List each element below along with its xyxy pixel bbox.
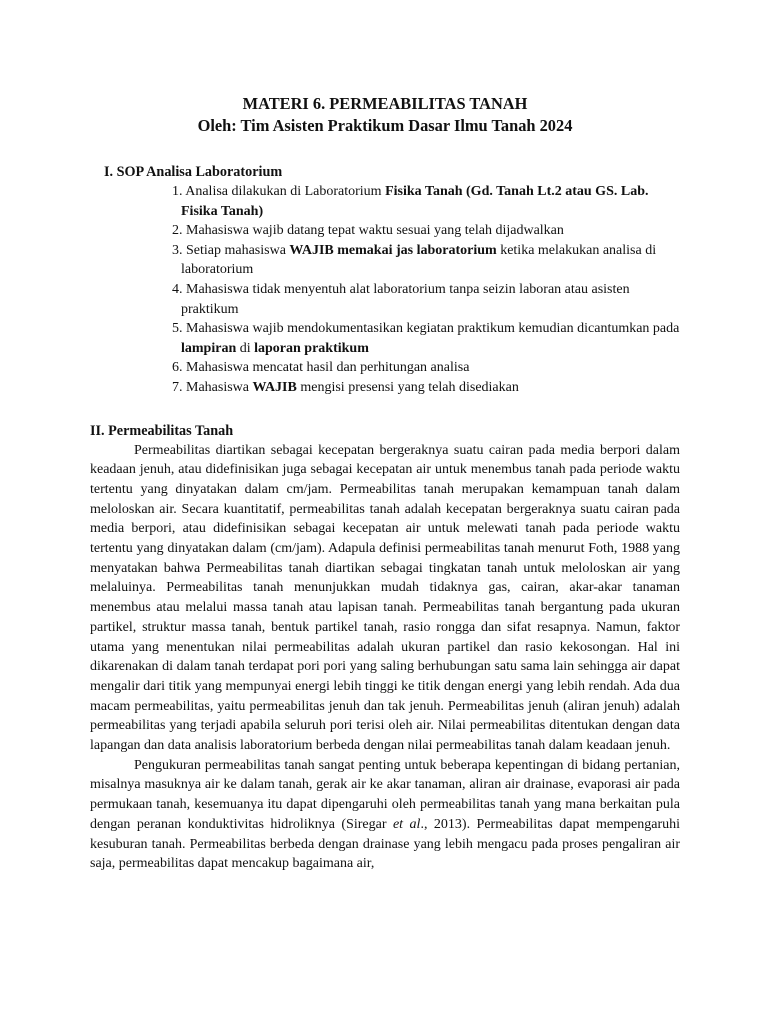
sop-item-5: 5. Mahasiswa wajib mendokumentasikan kegiatan praktikum kemudian dicantumkan pada lampiran di laporan praktikum	[172, 321, 680, 356]
paragraph-1: Permeabilitas diartikan sebagai kecepatan bergeraknya suatu cairan pada media berpori dalam keadaan jenuh, atau didefinisikan juga sebagai kecepatan air untuk menembus tanah pada periode waktu tertentu yang dinyatakan dalam cm/jam. Permeabilitas tanah merupakan kemampuan tanah dalam meloloskan air. Secara kuantitatif, permeabilitas tanah adalah kecepatan bergeraknya suatu cairan pada media berpori, atau didefinisikan sebagai kecepatan air untuk melewati tanah pada periode waktu tertentu yang dinyatakan dalam (cm/jam). Adapula definisi permeabilitas tanah menurut Foth, 1988 yang menyatakan bahwa Permeabilitas tanah diartikan sebagai tingkatan tanah untuk meloloskan air yang melaluinya. Permeabilitas tanah menunjukkan mudah tidaknya gas, cairan, akar-akar tanaman menembus atau melalui massa tanah atau lapisan tanah. Permeabilitas tanah bergantung pada ukuran partikel, struktur massa tanah, bentuk partikel tanah, rasio rongga dan sifat resapnya. Namun, faktor utama yang menentukan nilai permeabilitas adalah ukuran partikel dan rasio kekosongan. Hal ini dikarenakan di dalam tanah terdapat pori pori yang saling berhubungan satu sama lain sehingga air dapat mengalir dari titik yang mempunyai energi lebih tinggi ke titik dengan energi yang lebih rendah. Ada dua macam permeabilitas, yaitu permeabilitas jenuh dan tak jenuh. Permeabilitas jenuh (aliran jenuh) adalah permeabilitas yang terjadi apabila seluruh pori terisi oleh air. Nilai permeabilitas ditentukan dengan data lapangan dan data analisis laboratorium berbeda dengan nilai permeabilitas tanah dalam keadaan jenuh.	[90, 442, 680, 754]
permeabilitas-heading: II. Permeabilitas Tanah	[90, 422, 234, 439]
paragraph-2: Pengukuran permeabilitas tanah sangat penting untuk beberapa kepentingan di bidang pertanian, misalnya masuknya air ke dalam tanah, gerak air ke akar tanaman, aliran air drainase, evaporasi air pada permukaan tanah, kesemuanya itu dapat dipengaruhi oleh permeabilitas tanah yang mana berkaitan pula dengan peranan konduktivitas hidroliknya (Siregar et al., 2013). Permeabilitas dapat mempengaruhi kesuburan tanah. Permeabilitas berbeda dengan drainase yang lebih mengacu pada proses pengaliran air saja, permeabilitas dapat mencakup bagaimana air,	[90, 757, 680, 872]
sop-item-6: 6. Mahasiswa mencatat hasil dan perhitungan analisa	[172, 360, 470, 376]
sop-item-7: 7. Mahasiswa WAJIB mengisi presensi yang telah disediakan	[172, 379, 519, 395]
title-line-2: Oleh: Tim Asisten Praktikum Dasar Ilmu Tanah 2024	[197, 116, 573, 135]
sop-item-1: 1. Analisa dilakukan di Laboratorium Fisika Tanah (Gd. Tanah Lt.2 atau GS. Lab. Fisika Tanah)	[172, 184, 649, 219]
sop-item-2: 2. Mahasiswa wajib datang tepat waktu sesuai yang telah dijadwalkan	[172, 223, 564, 239]
document-title	[90, 93, 680, 137]
sop-item-4: 4. Mahasiswa tidak menyentuh alat laboratorium tanpa seizin laboran atau asisten praktikum	[172, 281, 630, 317]
title-line-1: MATERI 6. PERMEABILITAS TANAH	[242, 94, 528, 113]
sop-heading: I. SOP Analisa Laboratorium	[104, 164, 283, 180]
sop-list	[90, 182, 680, 398]
sop-item-3: 3. Setiap mahasiswa WAJIB memakai jas laboratorium ketika melakukan analisa di laboratorium	[172, 242, 657, 278]
